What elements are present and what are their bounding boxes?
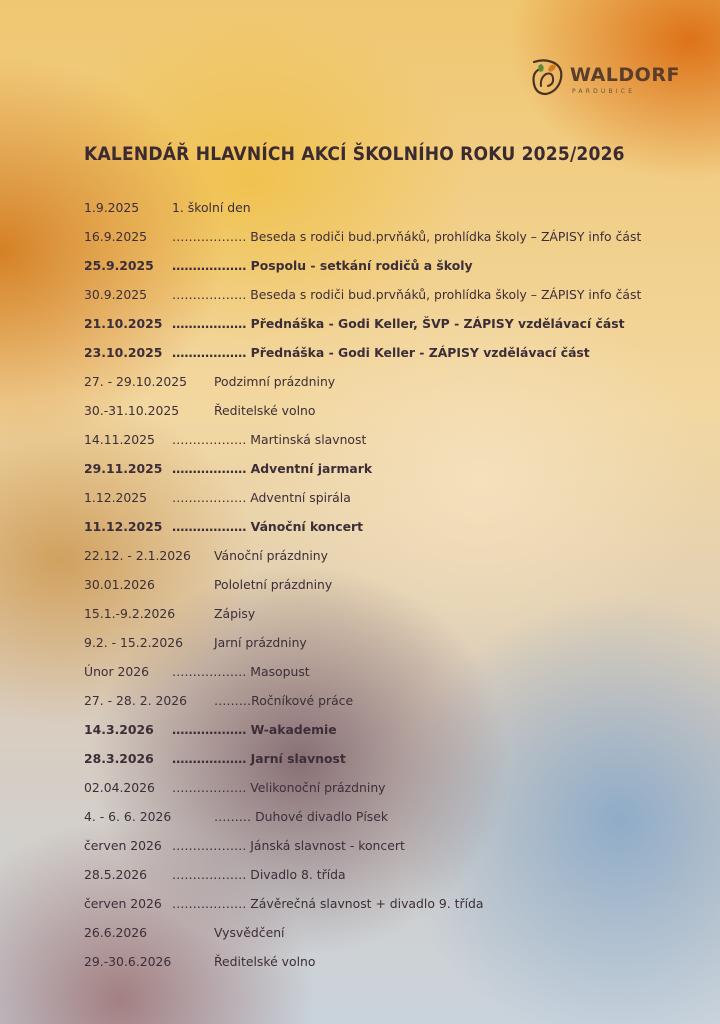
event-description: Vysvědčení [214,925,285,940]
event-date: 27. - 28. 2. 2026 [84,693,187,708]
event-date: červen 2026 [84,896,162,911]
event-description: Ředitelské volno [214,403,316,418]
event-row [84,925,704,954]
event-description: Pololetní prázdniny [214,577,333,592]
event-date: 15.1.-9.2.2026 [84,606,176,621]
event-description: ……………… Adventní jarmark [172,461,373,476]
event-row [84,258,704,287]
event-description: ……… Duhové divadlo Písek [214,809,389,824]
event-date: 30.9.2025 [84,287,148,302]
event-date: 28.5.2026 [84,867,148,882]
event-date: 30.01.2026 [84,577,155,592]
event-row [84,664,704,693]
logo-subtitle: PARDUBICE [572,88,636,95]
event-row [84,432,704,461]
event-date: 9.2. - 15.2.2026 [84,635,184,650]
event-date: 14.11.2025 [84,432,155,447]
event-row [84,838,704,867]
event-date: 23.10.2025 [84,345,163,360]
event-row [84,577,704,606]
event-date: 27. - 29.10.2025 [84,374,187,389]
event-date: 11.12.2025 [84,519,163,534]
event-row [84,693,704,722]
event-description: ……………… Závěrečná slavnost + divadlo 9. třída [172,896,484,911]
event-description: ……………… Velikonoční prázdniny [172,780,386,795]
event-date: 28.3.2026 [84,751,154,766]
event-description: ……………… Divadlo 8. třída [172,867,346,882]
event-row [84,867,704,896]
event-row [84,403,704,432]
event-date: 14.3.2026 [84,722,154,737]
event-date: 29.-30.6.2026 [84,954,172,969]
event-description: Vánoční prázdniny [214,548,328,563]
event-description: Zápisy [214,606,256,621]
event-row [84,751,704,780]
event-description: ……………… Vánoční koncert [172,519,364,534]
event-date: 02.04.2026 [84,780,155,795]
event-row [84,461,704,490]
event-description: Podzimní prázdniny [214,374,336,389]
event-date: 25.9.2025 [84,258,154,273]
event-description: 1. školní den [172,200,251,215]
event-date: červen 2026 [84,838,162,853]
event-row [84,229,704,258]
event-description: ………Ročníkové práce [214,693,354,708]
school-logo [526,56,680,102]
event-description: ……………… Beseda s rodiči bud.prvňáků, prohlídka školy – ZÁPISY info část [172,287,642,302]
event-date: 29.11.2025 [84,461,163,476]
event-list [84,200,704,983]
event-date: Únor 2026 [84,664,150,679]
event-date: 4. - 6. 6. 2026 [84,809,172,824]
event-row [84,548,704,577]
event-description: ……………… Přednáška - Godi Keller - ZÁPISY vzdělávací část [172,345,590,360]
event-row [84,200,704,229]
event-date: 1.9.2025 [84,200,140,215]
event-row [84,896,704,925]
event-description: ……………… Jánská slavnost - koncert [172,838,405,853]
event-description: ……………… Jarní slavnost [172,751,346,766]
event-date: 16.9.2025 [84,229,148,244]
event-description: ……………… W-akademie [172,722,337,737]
event-row [84,780,704,809]
event-row [84,519,704,548]
page-title: KALENDÁŘ HLAVNÍCH AKCÍ ŠKOLNÍHO ROKU 2025/2026 [84,143,625,165]
logo-wordmark: WALDORF [570,64,680,86]
event-row [84,345,704,374]
event-date: 1.12.2025 [84,490,148,505]
event-description: ……………… Masopust [172,664,310,679]
event-description: ……………… Beseda s rodiči bud.prvňáků, prohlídka školy – ZÁPISY info část [172,229,642,244]
event-row [84,635,704,664]
waldorf-logo-icon [526,56,568,98]
event-description: ……………… Přednáška - Godi Keller, ŠVP - ZÁPISY vzdělávací část [172,316,625,331]
event-row [84,287,704,316]
event-date: 22.12. - 2.1.2026 [84,548,191,563]
event-date: 21.10.2025 [84,316,163,331]
event-date: 30.-31.10.2025 [84,403,180,418]
event-row [84,954,704,983]
event-row [84,606,704,635]
event-description: Ředitelské volno [214,954,316,969]
event-description: ……………… Adventní spirála [172,490,351,505]
event-date: 26.6.2026 [84,925,148,940]
event-row [84,722,704,751]
event-description: ……………… Pospolu - setkání rodičů a školy [172,258,473,273]
event-row [84,809,704,838]
event-row [84,490,704,519]
event-description: Jarní prázdniny [214,635,307,650]
event-row [84,374,704,403]
event-row [84,316,704,345]
event-description: ……………… Martinská slavnost [172,432,367,447]
